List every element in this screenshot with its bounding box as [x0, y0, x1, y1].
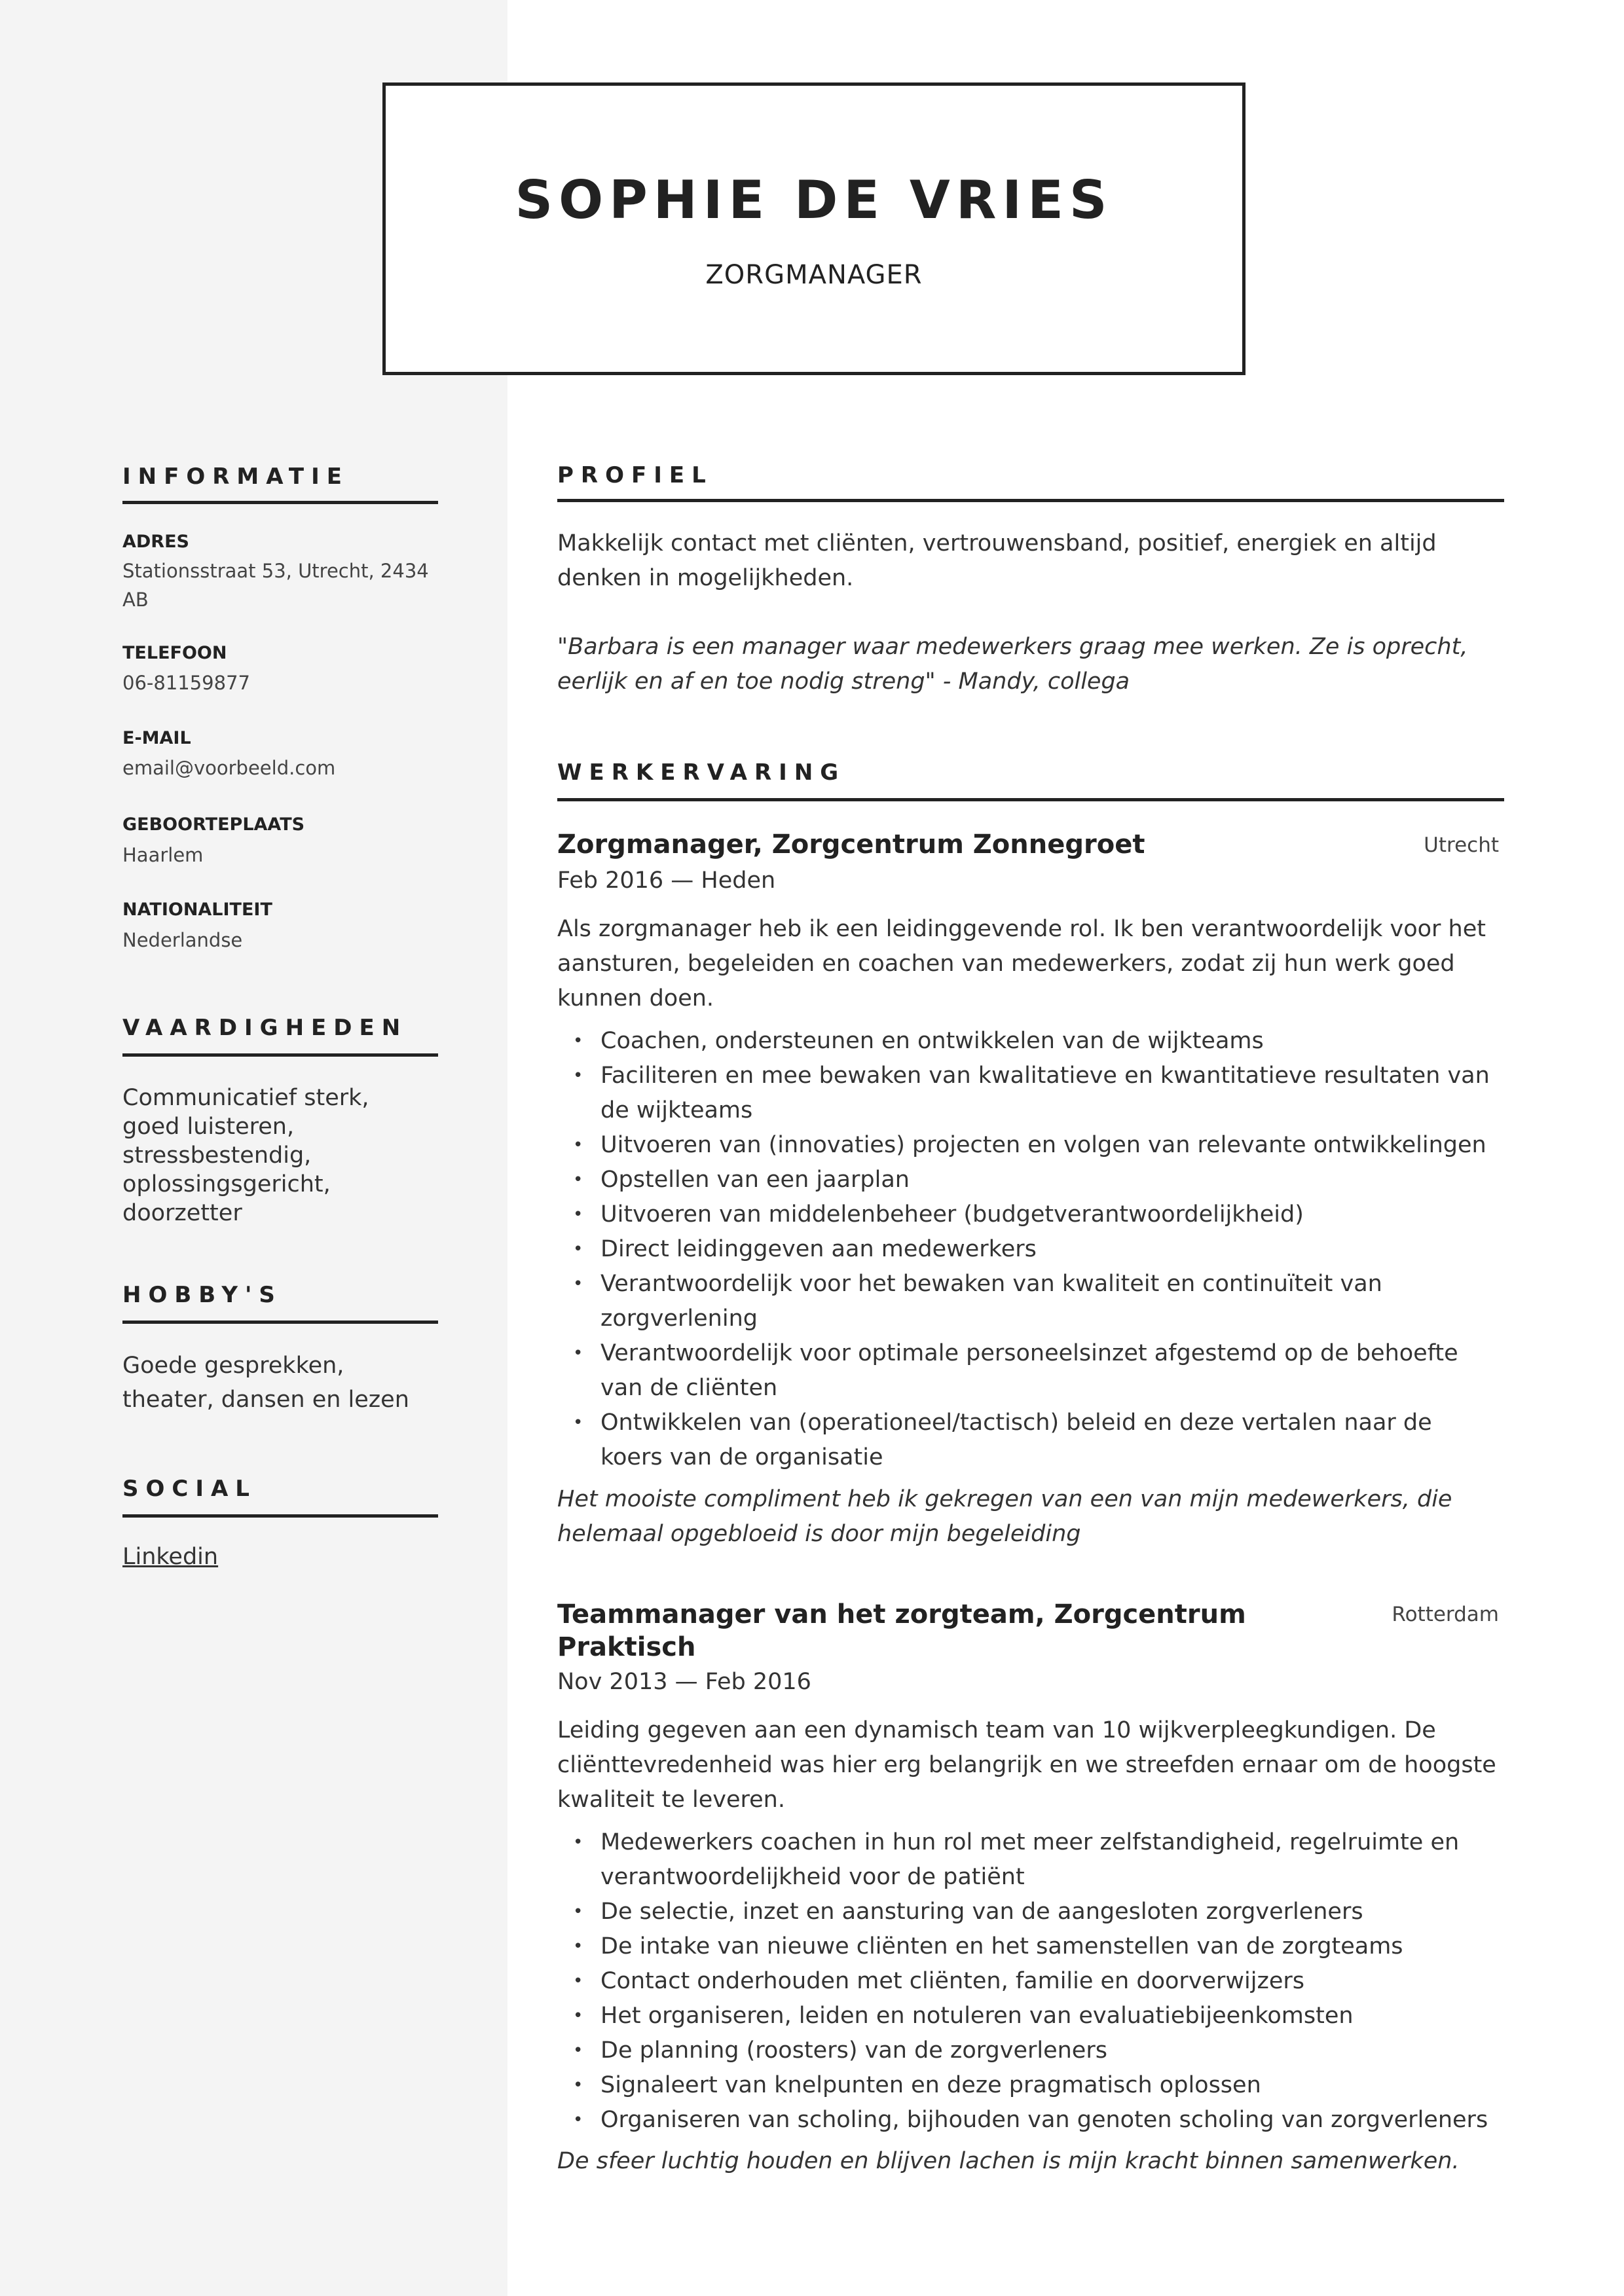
section-title-profiel: PROFIEL	[557, 462, 713, 488]
job-description: Leiding gegeven aan een dynamisch team van 10 wijkverpleegkundigen. De cliënttevredenheid was hier erg belangrijk en we streefden ernaar om de hoogste kwaliteit te leveren.	[557, 1717, 1496, 1813]
job-role: ZORGMANAGER	[705, 260, 923, 290]
section-divider	[122, 1514, 438, 1518]
section-title-social: SOCIAL	[122, 1476, 257, 1502]
job-title: Teammanager van het zorgteam, Zorgcentrum Praktisch	[557, 1599, 1246, 1662]
section-title-werkervaring: WERKERVARING	[557, 759, 846, 786]
skills-text: Communicatief sterk, goed luisteren, stressbestendig, oplossingsgericht, doorzetter	[122, 1085, 369, 1226]
info-value-telefoon: 06-81159877	[122, 672, 250, 694]
info-label-geboorteplaats: GEBOORTEPLAATS	[122, 814, 305, 835]
info-label-email: E-MAIL	[122, 728, 191, 748]
section-divider	[557, 798, 1504, 801]
job-bullet-list	[557, 1024, 1500, 1475]
list-item: • Direct leidinggeven aan medewerkers	[557, 1232, 1500, 1267]
job-dates: Feb 2016 — Heden	[557, 867, 776, 894]
job-location: Utrecht	[1424, 833, 1499, 857]
list-item: • De planning (roosters) van de zorgverleners	[557, 2033, 1500, 2068]
job-bullet-list	[557, 1825, 1500, 2138]
list-item: • Contact onderhouden met cliënten, familie en doorverwijzers	[557, 1964, 1500, 1999]
job-title: Zorgmanager, Zorgcentrum Zonnegroet	[557, 829, 1145, 860]
info-value-adres: Stationsstraat 53, Utrecht, 2434 AB	[122, 560, 429, 611]
info-value-email: email@voorbeeld.com	[122, 757, 336, 779]
list-item: • Uitvoeren van (innovaties) projecten en volgen van relevante ontwikkelingen	[557, 1128, 1500, 1163]
job-closing-note: De sfeer luchtig houden en blijven lachen is mijn kracht binnen samenwerken.	[557, 2148, 1460, 2174]
job-closing-note: Het mooiste compliment heb ik gekregen van een van mijn medewerkers, die helemaal opgebloeid is door mijn begeleiding	[557, 1486, 1452, 1547]
section-divider	[122, 1053, 438, 1057]
info-label-adres: ADRES	[122, 532, 189, 552]
job-description: Als zorgmanager heb ik een leidinggevende rol. Ik ben verantwoordelijk voor het aansturen, begeleiden en coachen van medewerkers, zodat zij hun werk goed kunnen doen.	[557, 916, 1486, 1011]
list-item: • Signaleert van knelpunten en deze pragmatisch oplossen	[557, 2068, 1500, 2103]
list-item: • Opstellen van een jaarplan	[557, 1163, 1500, 1197]
list-item: • Faciliteren en mee bewaken van kwalitatieve en kwantitatieve resultaten van de wijkteams	[557, 1059, 1500, 1128]
section-divider	[557, 499, 1504, 502]
list-item: • Uitvoeren van middelenbeheer (budgetverantwoordelijkheid)	[557, 1197, 1500, 1232]
person-name: SOPHIE DE VRIES	[515, 170, 1113, 230]
profile-quote: "Barbara is een manager waar medewerkers graag mee werken. Ze is oprecht, eerlijk en af en toe nodig streng" - Mandy, collega	[557, 634, 1468, 695]
info-label-nationaliteit: NATIONALITEIT	[122, 900, 272, 920]
list-item: • Organiseren van scholing, bijhouden van genoten scholing van zorgverleners	[557, 2103, 1500, 2138]
info-label-telefoon: TELEFOON	[122, 643, 227, 663]
section-divider	[122, 1321, 438, 1324]
job-location: Rotterdam	[1392, 1603, 1499, 1626]
list-item: • Coachen, ondersteunen en ontwikkelen van de wijkteams	[557, 1024, 1500, 1059]
list-item: • Verantwoordelijk voor optimale personeelsinzet afgestemd op de behoefte van de cliënten	[557, 1336, 1500, 1406]
section-title-hobbys: HOBBY'S	[122, 1282, 282, 1308]
list-item: • Het organiseren, leiden en notuleren van evaluatiebijeenkomsten	[557, 1999, 1500, 2033]
info-value-nationaliteit: Nederlandse	[122, 929, 243, 951]
section-title-informatie: INFORMATIE	[122, 464, 349, 490]
list-item: • De intake van nieuwe cliënten en het samenstellen van de zorgteams	[557, 1929, 1500, 1964]
job-dates: Nov 2013 — Feb 2016	[557, 1669, 811, 1695]
section-title-vaardigheden: VAARDIGHEDEN	[122, 1015, 408, 1041]
list-item: • Ontwikkelen van (operationeel/tactisch) beleid en deze vertalen naar de koers van de organisatie	[557, 1406, 1500, 1475]
list-item: • Verantwoordelijk voor het bewaken van kwaliteit en continuïteit van zorgverlening	[557, 1267, 1500, 1336]
section-divider	[122, 501, 438, 504]
name-header-box	[382, 82, 1246, 375]
linkedin-link[interactable]: Linkedin	[122, 1544, 219, 1570]
list-item: • De selectie, inzet en aansturing van de aangesloten zorgverleners	[557, 1895, 1500, 1929]
profile-text: Makkelijk contact met cliënten, vertrouwensband, positief, energiek en altijd denken in mogelijkheden.	[557, 530, 1437, 591]
hobbies-text: Goede gesprekken, theater, dansen en lezen	[122, 1353, 409, 1413]
list-item: • Medewerkers coachen in hun rol met meer zelfstandigheid, regelruimte en verantwoordelijkheid voor de patiënt	[557, 1825, 1500, 1895]
info-value-geboorteplaats: Haarlem	[122, 844, 204, 866]
